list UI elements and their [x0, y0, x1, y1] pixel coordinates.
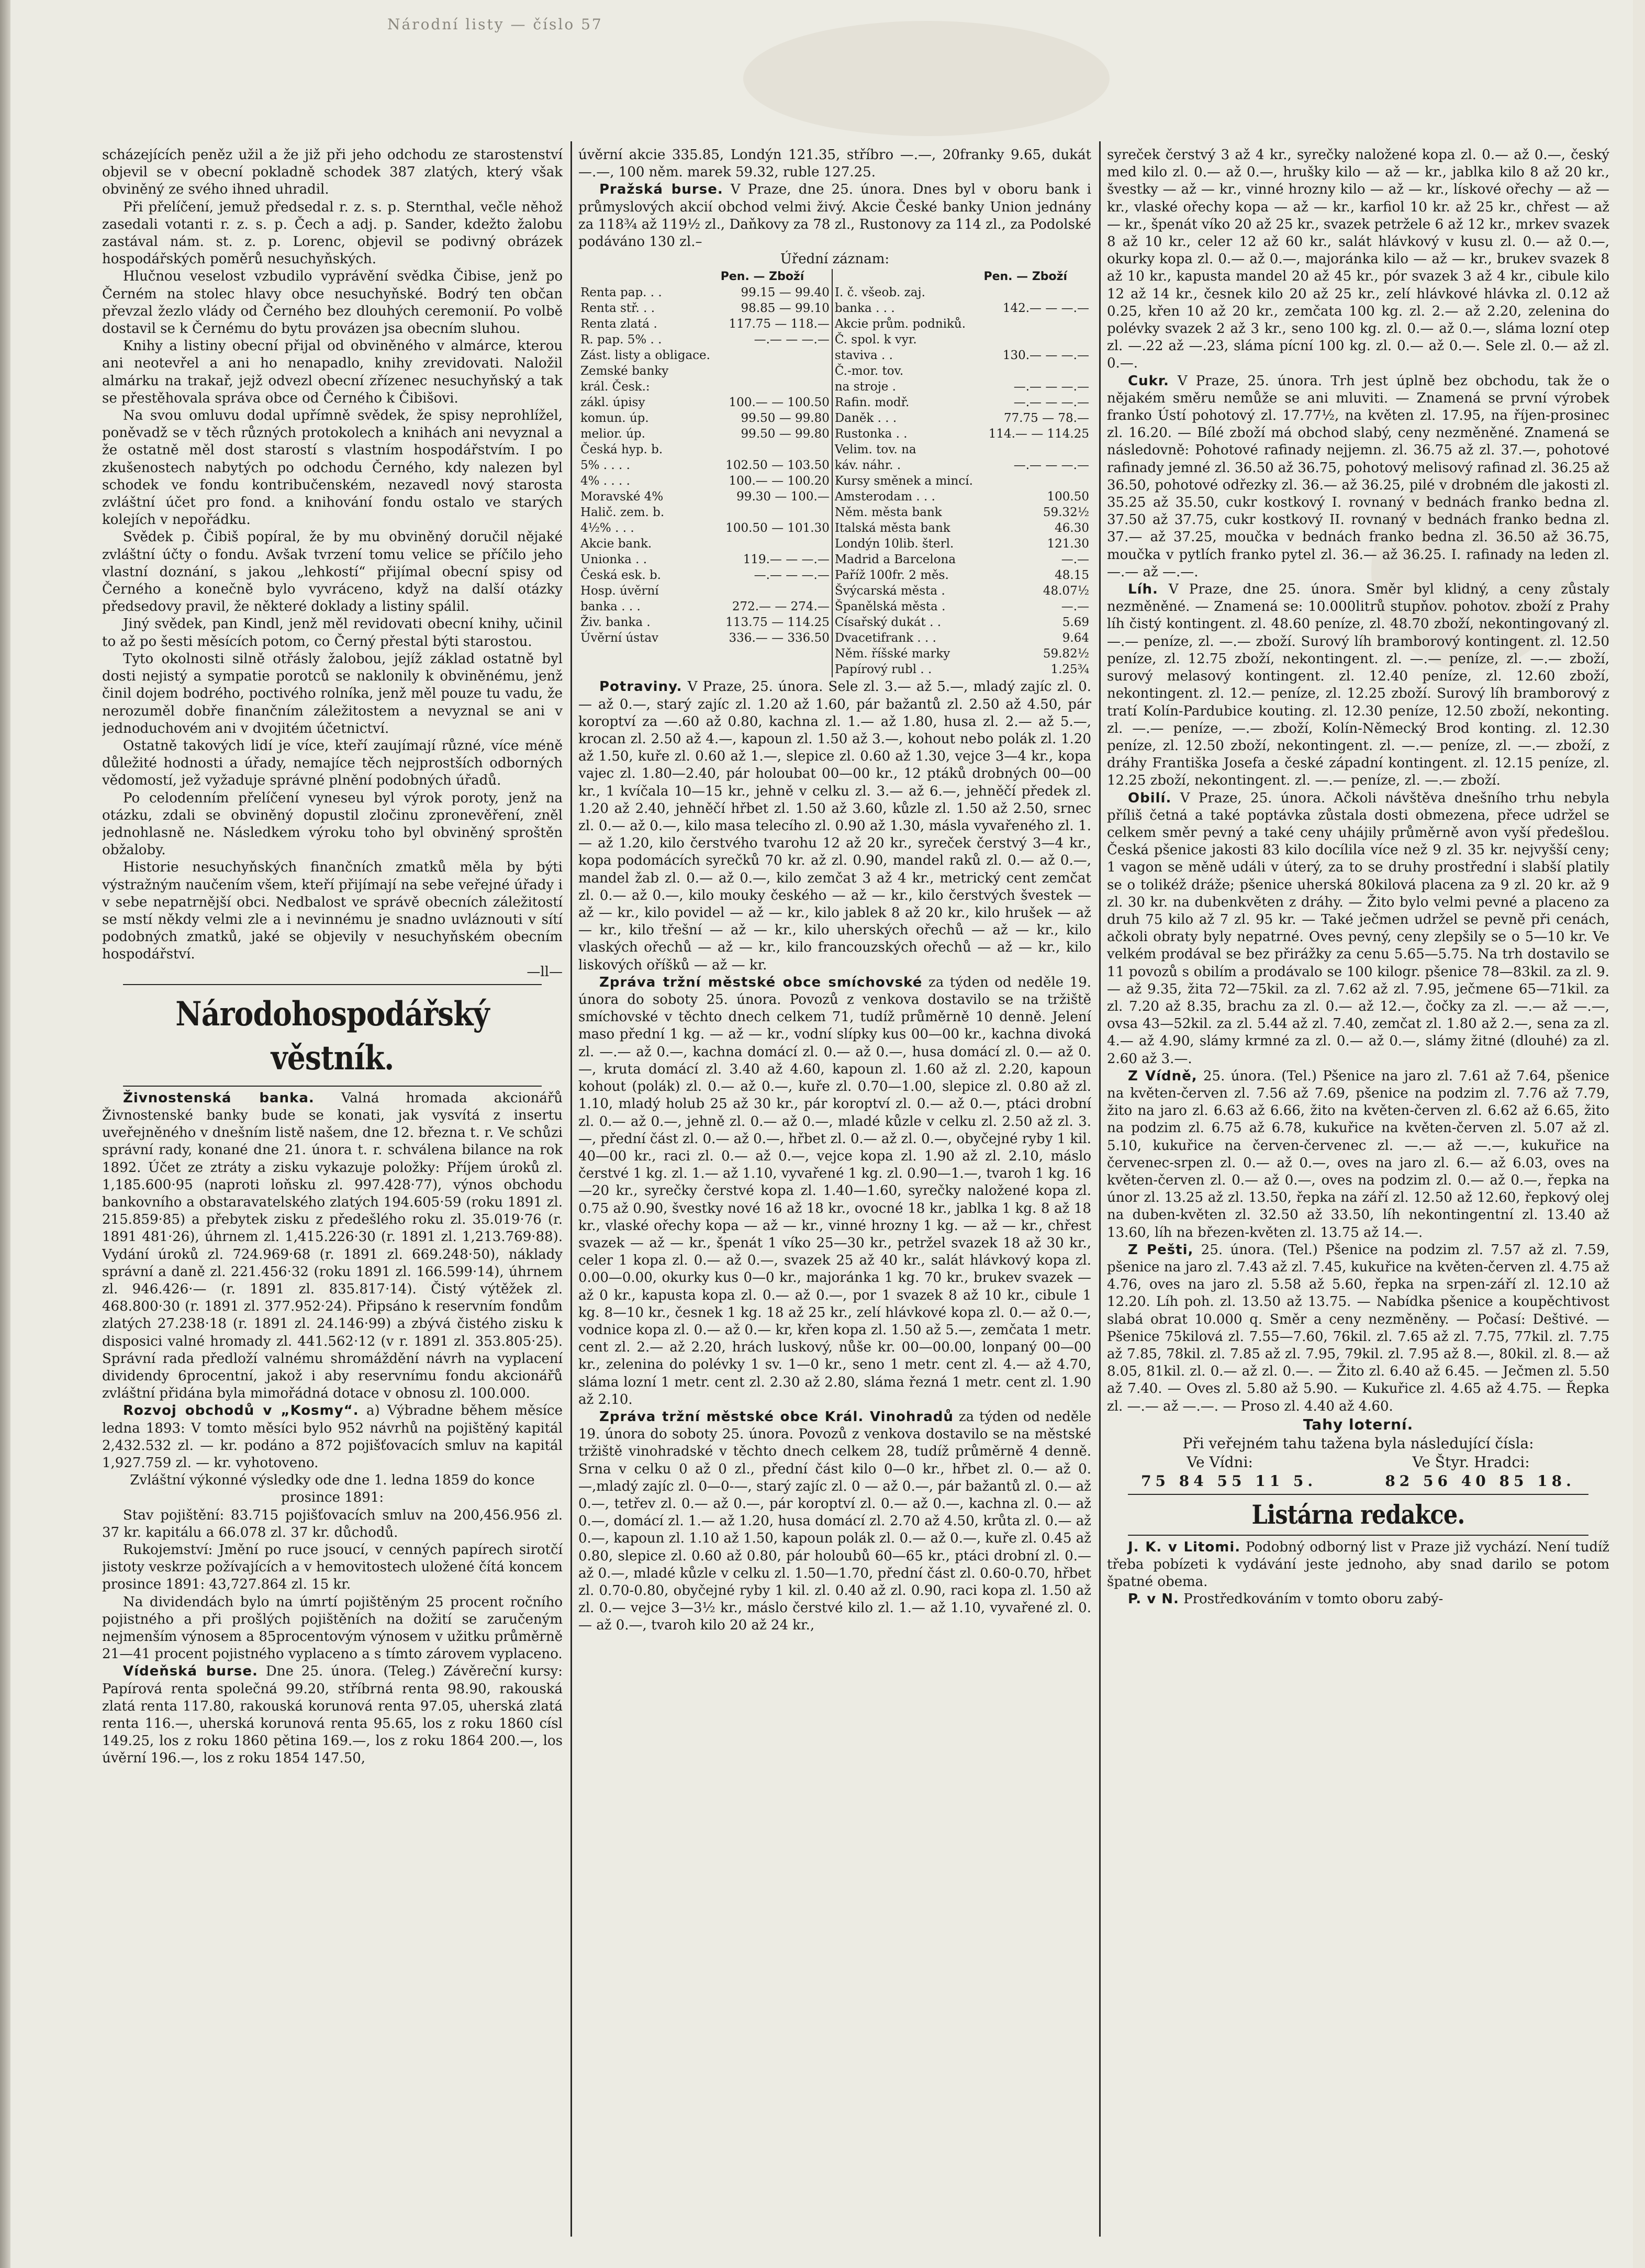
table-row — [578, 615, 1091, 630]
quote-cell — [981, 363, 1091, 379]
quote-cell: Zemské banky — [580, 364, 669, 378]
quote-cell: 117.75 — 118.— — [729, 317, 830, 331]
quote-cell: melior. úp. — [580, 427, 645, 441]
lottery-label-graz: Ve Štyr. Hradci: — [1412, 1453, 1530, 1471]
quote-cell: Papírový rubl . . — [832, 662, 982, 677]
article-paragraph: V Praze, 25. února. Sele zl. 3.— až 5.—, mladý zajíc zl. 0.— až 0.—, starý zajíc zl. 1.20 až 1.60, pár bažantů zl. 2.50 až 4.50, pár koroptví za —.60 až 0.80, kachna zl. 1.— až 1.80, husa zl. 2.— až 5.—, krocan zl. 2.50 až 4.—, kapoun zl. 1.50 až 3.—, kohout nebo polák zl. 1.20 až 1.50, kuře zl. 0.60 až 1.—, slepice zl. 0.60 až 1.30, vejce 3—4 kr., kopa vajec zl. 1.80—2.40, pár holoubat 00—00 kr., 12 ptáků drobných 00—00 kr., 1 kvíčala 10—15 kr., jehně v celku zl. 3.— až 6.—, jehněčí předek zl. 1.20 až 2.40, jehněčí hřbet zl. 1.50 až 3.60, kůzle zl. 1.50 až 2.50, srnec zl. 0.— až 0.—, kilo masa telecího zl. 0.90 až 1.30, másla vyvařeného zl. 1.— až 1.20, kilo čerstvého tvarohu 12 až 20 kr., syreček čerstvý 3—4 kr., kopa podomácích syrečků 70 kr. až zl. 0.90, mandel raků zl. 0.— až 0.—, mandel žab zl. 0.— až 0.—, kilo zemčat 3 až 4 kr., metrický cent zemčat zl. 0.— až 0.—, kilo mouky českého — až — kr., kilo čerstvých švestek — až — kr., kilo povidel — až — kr., kilo jablek 8 až 20 kr., kilo hrušek — až — kr., kilo třešní — až — kr., kilo uherských ořechů — až — kr., kilo vlaských ořechů — až — kr., kilo francouzských ořechů — až — kr., kilo liskových oříšků — až — kr. — [578, 679, 1091, 973]
quote-cell: Akcie bank. — [580, 537, 652, 551]
quote-cell: R. pap. 5% . . — [580, 333, 662, 347]
article-paragraph: Zvláštní výkonné výsledky ode dne 1. ledna 1859 do konce prosince 1891: — [130, 1472, 535, 1506]
quote-cell: 99.50 — 99.80 — [741, 427, 830, 441]
article-paragraph: Hlučnou veselost vzbudilo vyprávění svědka Čibise, jenž po Černém na stolec hlavy obce nesuchyňské. Bodrý ten občan převzal žezlo vlády od Černého bez dlouhých ceremonií. Po volbě dostavil se k Černému do bytu provázen jsa obecním sluhou. — [102, 269, 563, 337]
quote-cell: Císařský dukát . . — [832, 615, 982, 630]
quote-cell: Něm. říšské marky — [832, 646, 982, 662]
quote-cell: Živ. banka . — [580, 616, 651, 630]
quote-cell: Česká esk. b. — [580, 568, 661, 583]
quote-cell — [981, 473, 1091, 489]
quote-cell — [719, 583, 832, 599]
quote-cell — [981, 442, 1091, 457]
quote-cell: Italská města bank — [832, 520, 982, 536]
quote-cell: Velim. tov. na — [832, 442, 982, 457]
article-paragraph: za týden od neděle 19. února do soboty 25. února. Povozů z venkova dostavilo se na tržiště smíchovské v těchto dnech celkem 71, tudíž průměrně 10 denně. Jelení maso přední 1 kg. — až — kr., vodní slípky kus 00—00 kr., kachna divoká zl. —.— až 0.—, kachna domácí zl. 0.— až 0.—, husa domácí zl. 0.— až 0.—, kruta domácí zl. 3.40 až 4.60, kapoun zl. 1.60 až zl. 2.20, kapoun kohout (polák) zl. 0.— až 0.—, kuře zl. 0.70—1.00, slepice zl. 0.80 až zl. 1.10, mladý holub 25 až 30 kr., pár koroptví zl. 0.— až 0.—, ptáci drobní zl. 0.— až 0.—, jehně zl. 0.— až 0.—, mladé kůzle v celku zl. 2.50 až zl. 3.—, přední část zl. 0.— až 0.—, hřbet zl. 0.— až zl. 0.—, obyčejné ryby 1 kil. 40—00 kr., raci zl. 0.— až 0.—, vejce kopa zl. 1.90 až zl. 2.10, máslo čerstvé 1 kg. zl. 1.— až 1.10, vyvařené 1 kg. zl. 0.90—1.—, tvaroh 1 kg. 16—20 kr., syrečky čerstvé kopa zl. 1.40—1.60, syrečky naložené kopa zl. 0.75 až 0.90, švestky nové 16 až 18 kr., ovocné 18 kr., jablka 1 kg. 8 až 18 kr., vlaské ořechy kopa — až — kr., vinné hrozny 1 kg. — až — kr., chřest svazek — až — kr., špenát 1 víko 25—30 kr., petržel svazek 18 až 30 kr., celer 1 kopa zl. 0.— až 0.—, svazek 25 až 40 kr., salát hlávkový kopa zl. 0.00—0.00, okurky kus 0—0 kr., majoránka 1 kg. 70 kr., brukev svazek — až 0 kr., kapusta kopa zl. 0.— až 0.—, por 1 svazek 8 až 10 kr., cibule 1 kg. 8—10 kr., česnek 1 kg. 18 až 25 kr., zelí hlávkové kopa zl. 0.— až 0.—, vodnice kopa zl. 0.— až 0.— kr, křen kopa zl. 1.50 až 5.—, zemčata 1 metr. cent zl. 2.— až 2.20, hrách luskový, nůše kr. 00—00.00, lonpaný 00—00 kr., zelenina do polévky 1 sv. 1—0 kr., seno 1 metr. cent zl. 4.— až 4.70, sláma lozní 1 metr. cent zl. 2.30 až 2.80, sláma řezná 1 metr. cent zl. 1.90 až 2.10. — [578, 974, 1091, 1407]
quote-cell: Daněk . . . — [832, 410, 982, 426]
article-paragraph: Ostatně takových lidí je více, kteří zaujímají různé, více méně důležité hodnosti a úřady, nemajíce těch nejprostších odborných vědomostí, jež vyžaduje správné plnění podobných úřadů. — [102, 738, 563, 789]
quote-cell: 100.50 — 101.30 — [725, 521, 830, 535]
rubric-heading: Z Pešti, — [1128, 1242, 1194, 1258]
quote-cell: Paříž 100fr. 2 měs. — [832, 567, 982, 583]
quote-cell: 102.50 — 103.50 — [725, 459, 830, 473]
table-row — [578, 536, 1091, 552]
quote-cell: Madrid a Barcelona — [832, 552, 982, 567]
quote-cell: 46.30 — [1055, 521, 1089, 535]
quote-cell: Úvěrní ústav — [580, 631, 659, 645]
quote-cell — [578, 662, 719, 677]
table-row — [578, 316, 1091, 332]
quote-cell: komun. úp. — [580, 411, 649, 426]
column-rule-1 — [570, 141, 572, 2237]
quote-cell: Renta pap. . . — [580, 286, 662, 300]
quote-cell: 77.75 — 78.— — [1003, 411, 1089, 426]
quote-cell: 100.— — 100.50 — [729, 396, 830, 410]
table-title: Úřední záznam: — [780, 251, 890, 267]
table-row — [578, 395, 1091, 410]
quote-cell: 9.64 — [1062, 631, 1089, 645]
rubric-heading: Zpráva tržní městské obce Král. Vinohradů — [599, 1409, 954, 1425]
rubric-heading: Pražská burse. — [599, 182, 723, 198]
quote-cell: 114.— — 114.25 — [988, 427, 1089, 441]
table-row — [578, 426, 1091, 442]
article-paragraph: syreček čerstvý 3 až 4 kr., syrečky naložené kopa zl. 0.— až 0.—, český med kilo zl. 0.— až 0.—, hrušky kilo — až — kr., jablka kilo 8 až 20 kr., švestky — až — kr., vinné hrozny kilo — až — kr., lískové ořechy — až — kr., vlaské ořechy kopa — až — kr., karfiol 10 kr. až 25 kr., chřest — až — kr., špenát víko 20 až 25 kr., svazek petržele 6 až 12 kr., mrkev svazek 8 až 10 kr., celer 12 až 60 kr., salát hlávkový v kusu zl. 0.— až 0.—, okurky kopa zl. 0.— až 0.—, majoránka kilo — až — kr., brukev svazek 8 až 10 kr., kapusta mandel 20 až 45 kr., pór svazek 3 až 4 kr., cibule kilo 12 až 14 kr., česnek kilo 20 až 25 kr., zelí hlávkové hlávka zl. 0.12 až 0.25, křen 10 až 20 kr., zemčata 100 kg. zl. 2.— až 2.20, zelenina do polévky svazek 2 až 3 kr., seno 100 kg. zl. 0.— až 0.—, sláma lozní otep zl. —.22 až —.23, sláma pícní 100 kg. zl. 0.— až 0.—. Sele zl. 0.— až zl. 0.—. — [1107, 147, 1609, 372]
article-paragraph: V Praze, 25. února. Ačkoli návštěva dnešního trhu nebyla příliš četná a také poptávka zůstala dosti obmezena, přece udržel se celkem směr pevný a také ceny uhájily průměrně avon vyší předešlou. Česká pšenice jakosti 83 kilo docílila více než 9 zl. 35 kr. nejvyšší ceny; 1 vagon se měně událi v úterý, za to se druhy prostřední i slabší platily se o tolikéž dráže; pšenice uherská 80kilová placena za 9 zl. 20 kr. až 9 zl. 30 kr. na dubenkvěten z dráhy. — Žito bylo velmi pevné a placeno za druh 75 kilo až 7 zl. 95 kr. — Také ječmen udržel se pevně při cenách, ačkoli obraty byly nepatrné. Oves pevný, ceny zlepšily se o 5—10 kr. Ve velkém prodával se bez přirážky za cenu 5.65—5.75. Na trh dostavilo se 11 povozů s obilím a prodávalo se 100 kilogr. pšenice 78—83kil. za zl. 9.— až 9.35, žita 72—75kil. za zl. 7.62 až zl. 7.95, ječmene 65—71kil. za zl. 7.20 až 8.35, brachu za zl. 0.— až 12.—, čočky za zl. —.— až —.—, ovsa 43—52kil. za zl. 5.44 až zl. 7.40, zemčat zl. 1.80 až 2.—, sena za zl. 4.— až 4.90, slámy krmné za zl. 0.— až 0.—, slámy žitné (dlouhé) za zl. 2.60 až 3.—. — [1107, 790, 1609, 1067]
quote-cell: 336.— — 336.50 — [729, 631, 830, 645]
reply-text: Prostředkováním v tomto oboru zabý- — [1183, 1591, 1443, 1607]
article-paragraph: scházejících peněz užil a že již při jeho odchodu ze starostenství objevil se v obecní pokladně schodek 387 zlatých, který však obviněný ze svého ihned uhradil. — [102, 147, 563, 198]
quotes-header-cell — [578, 269, 719, 285]
quote-cell: Rafin. modř. — [832, 395, 982, 410]
table-row — [578, 552, 1091, 567]
quote-cell: Unionka . . — [580, 553, 647, 567]
quote-cell: 130.— — —.— — [1002, 349, 1089, 363]
quotes-header-cell — [832, 269, 982, 285]
quote-cell: 48.07½ — [1043, 584, 1089, 598]
quote-cell — [719, 662, 832, 677]
quote-cell: 100.50 — [1047, 490, 1089, 504]
article-paragraph: Při přelíčení, jemuž předsedal r. z. s. p. Sternthal, večle něhož zasedali votanti r. z. s. p. Čech a adj. p. Sander, kdežto žalobu zastával nám. st. z. p. Lorenc, objevil se podivný obrázek hospodářských poměrů nesuchyňských. — [102, 199, 563, 267]
quote-cell: Amsterodam . . . — [832, 489, 982, 505]
quote-cell: 142.— — —.— — [1002, 301, 1089, 316]
quote-cell: 113.75 — 114.25 — [725, 616, 830, 630]
quote-cell: 99.15 — 99.40 — [741, 286, 830, 300]
quote-cell: 4% . . . . — [580, 474, 630, 488]
article-paragraph: Valná hromada akcionářů Živnostenské banky bude se konati, jak vysvítá z insertu uveřejněného v dnešním listě našem, dne 12. března t. r. Ve schůzi správní rady, konané dne 21. února t. r. schválena bilance na rok 1892. Účet ze ztráty a zisku vykazuje položky: Příjem úroků zl. 1,185.600·95 (naproti loňsku zl. 997.428·77), výnos obchodu bankovního a obstaravatelského zlatých 194.605·59 (roku 1891 zl. 215.859·85) a přebytek zisku z předešlého roku zl. 35.019·76 (r. 1891 481·26), úhrnem zl. 1,415.226·30 (r. 1891 zl. 1,213.769·88). Vydání úroků zl. 724.969·68 (r. 1891 zl. 669.248·50), náklady správní a daně zl. 221.456·32 (roku 1891 zl. 166.599·14), úhrnem zl. 946.426·— (r. 1891 zl. 835.817·14). Čistý výtěžek zl. 468.800·30 (r. 1891 zl. 377.952·24). Připsáno k reservním fondům zlatých 27.238·18 (r. 1891 zl. 24.146·99) a zbývá čistého zisku k disposici valné hromady zl. 441.562·12 (v r. 1891 zl. 353.805·25). Správní rada předloží valnému shromáždění návrh na vyplacení dividendy 6procentní, jakož i aby reservnímu fondu akcionářů zvláštní přidána byla mimořádná dotace v obnosu zl. 100.000. — [102, 1090, 563, 1402]
quote-cell: 100.— — 100.20 — [729, 474, 830, 488]
lottery-title: Tahy loterní. — [1303, 1415, 1414, 1433]
lottery-numbers-graz: 82 56 40 85 18. — [1385, 1472, 1575, 1490]
section-divider — [1128, 1494, 1588, 1495]
quote-cell: Kursy směnek a mincí. — [832, 473, 982, 489]
quote-cell: 272.— — 274.— — [732, 600, 830, 614]
article-paragraph: Jiný svědek, pan Kindl, jenž měl revidovati obecní knihy, učinil to až po šesti měsících potom, co Černý přestal býti starostou. — [102, 616, 563, 650]
rubric-heading: Živnostenská banka. — [123, 1090, 315, 1106]
quote-cell: Zást. listy a obligace. — [580, 349, 710, 363]
table-row — [578, 332, 1091, 348]
quote-cell: Renta stř. . . — [580, 301, 655, 316]
quote-cell: 4½% . . . — [580, 521, 634, 535]
quote-cell — [981, 316, 1091, 332]
table-row — [578, 489, 1091, 505]
table-row — [578, 630, 1091, 646]
quote-cell: banka . . . — [580, 600, 641, 614]
rubric-heading: Rozvoj obchodů v „Kosmy“. — [123, 1403, 359, 1419]
quote-cell: Švýcarská města . — [832, 583, 982, 599]
quote-cell — [981, 332, 1091, 348]
table-row — [578, 457, 1091, 473]
article-paragraph: 25. února. (Tel.) Pšenice na podzim zl. 7.57 až zl. 7.59, pšenice na jaro zl. 7.43 až zl. 7.45, kukuřice na květen-červen zl. 4.75 až 4.76, oves na jaro zl. 5.58 až 5.60, řepka na srpen-září zl. 12.10 až 12.20. Líh poh. zl. 13.50 až 13.75. — Nabídka pšenice a koupěchtivost slabá obrat 10.000 q. Směr a ceny nezměněny. — Počasí: Deštivé. — Pšenice 75kilová zl. 7.55—7.60, 76kil. zl. 7.65 až zl. 7.75, 77kil. zl. 7.75 až 7.85, 78kil. zl. 7.85 až zl. 7.95, 79kil. zl. 7.95 až 8.—, 80kil. zl. 8.— až 8.05, 81kil. zl. 0.— až zl. 0.—. — Žito zl. 6.40 až 6.45. — Ječmen zl. 5.50 až 7.40. — Oves zl. 5.80 až 5.90. — Kukuřice zl. 4.65 až 4.75. — Řepka zl. —.— až —.—. — Proso zl. 4.40 až 4.60. — [1107, 1242, 1609, 1414]
quote-cell — [719, 646, 832, 662]
quote-cell: Česká hyp. b. — [580, 443, 663, 457]
article-paragraph: Svědek p. Čibiš popíral, že by mu obviněný doručil nějaké zvláštní účty o fondu. Avšak tvrzení tomu velice se příčilo jeho vlastní doznání, s jakou „lehkostí“ přijímal obecní spisy od Černého a konečně bylo vyvráceno, když na další otázky předsedovy pravil, že některé doklady a listiny spálil. — [102, 529, 563, 615]
quote-cell — [578, 646, 719, 662]
article-paragraph: Knihy a listiny obecní přijal od obviněného v almárce, kterou ani neotevřel a ani ho nenapadlo, knihy zrevidovati. Naložil almárku na trakař, jejž odvezl obecní zřízenec nesuchyňský a tak se přestěhovala správa obce od Černého k Čibišovi. — [102, 338, 563, 406]
quote-cell: Španělská města . — [832, 599, 982, 615]
reply-recipient: J. K. v Litomi. — [1128, 1539, 1241, 1555]
quote-cell: Rustonka . . — [832, 426, 982, 442]
quote-cell: I. č. všeob. zaj. — [832, 285, 982, 300]
article-paragraph: Historie nesuchyňských finančních zmatků měla by býti výstražným naučením všem, kteří přijímají na sebe veřejné úřady i v sebe nepatrnější obci. Nedbalost ve správě obecních záležitostí se mstí někdy velmi zle a i nevinnému je snadno uvláznouti v sítí podobných zmatků, jaké se objevily v nesuchyňském obecním hospodářství. — [102, 859, 563, 963]
table-row — [578, 520, 1091, 536]
article-paragraph: Po celodenním přelíčení vyneseu byl výrok poroty, jenž na otázku, zdali se obviněný dopustil zločinu zpronevěření, zněl jednohlasně ne. Následkem výroku toho byl obviněný sproštěn obžaloby. — [102, 790, 563, 858]
quote-cell: Hosp. úvěrní — [580, 584, 659, 598]
quote-cell: staviva . . — [832, 348, 982, 363]
quote-cell: Londýn 10lib. šterl. — [832, 536, 982, 552]
lottery-block — [1107, 1415, 1609, 1491]
quote-cell: 99.50 — 99.80 — [741, 411, 830, 426]
article-paragraph: 25. února. (Tel.) Pšenice na jaro zl. 7.61 až 7.64, pšenice na květen-červen zl. 7.56 až 7.69, pšenice na podzim zl. 7.76 až 7.79, žito na jaro zl. 6.63 až 6.66, žito na květen-červen zl. 6.62 až 6.65, žito na podzim zl. 6.75 až 6.78, kukuřice na květen-červen zl. 5.07 až zl. 5.10, kukuřice na červen-červenec zl. —.— až —.—, kukuřice na červenec-srpen zl. 0.— až 0.—, oves na jaro zl. 6.— až 6.03, oves na květen-červen zl. 0.— až 0.—, oves na podzim zl. 0.— až 0.—, řepka na únor zl. 13.25 až zl. 13.50, řepka na září zl. 12.50 až 12.60, řepkový olej na duben-květen zl. 32.50 až 33.50, líh nekontingentní zl. 13.40 až 13.60, líh na březen-květen zl. 13.75 až 14.—. — [1107, 1068, 1609, 1241]
quote-cell: 48.15 — [1055, 568, 1089, 583]
quote-cell: 119.— — —.— — [743, 553, 830, 567]
table-row — [578, 662, 1091, 677]
reply-recipient: P. v N. — [1128, 1591, 1179, 1607]
column-1 — [102, 147, 563, 2251]
table-row — [578, 379, 1091, 395]
quotes-header-cell: Pen. — Zboží — [983, 270, 1067, 284]
quote-cell: káv. náhr. . — [832, 457, 982, 473]
section-title: Národohospodářský věstník. — [175, 994, 489, 1078]
table-row — [578, 583, 1091, 599]
rubric-heading: Z Vídně, — [1128, 1068, 1198, 1084]
rubric-heading: Obilí. — [1128, 790, 1172, 806]
quote-cell: na stroje . — [832, 379, 982, 395]
quote-cell: Moravské 4% — [580, 490, 664, 504]
table-row — [578, 505, 1091, 520]
table-row — [578, 285, 1091, 300]
quote-cell: —.— — [1061, 553, 1089, 567]
quote-cell — [719, 505, 832, 520]
faded-running-head: Národní listy — číslo 57 — [387, 16, 603, 33]
quotes-header-cell: Pen. — Zboží — [720, 270, 804, 284]
quote-cell: —.— — —.— — [1013, 380, 1089, 394]
quote-cell: 59.32½ — [1043, 506, 1089, 520]
quote-cell: 98.85 — 99.10 — [741, 301, 830, 316]
quote-cell: —.— — [1061, 600, 1089, 614]
article-paragraph: V Praze, dne 25. února. Dnes byl v oboru bank i průmyslových akcií obchod velmi živý. Akcie České banky Union jednány za 118¾ až 119½ zl., Daňkovy za 78 zl., Rustonovy za 114 zl., za Podolské podáváno 130 zl.– — [578, 182, 1091, 250]
table-row — [578, 300, 1091, 316]
quote-cell: Renta zlatá . — [580, 317, 657, 331]
article-paragraph: Stav pojištění: 83.715 pojišťovacích smluv na 200,456.956 zl. 37 kr. kapitálu a 66.078 zl. 37 kr. důchodů. — [102, 1507, 563, 1540]
exchange-quotes-table — [578, 269, 1091, 677]
table-row — [578, 473, 1091, 489]
listarna-title: Listárna redakce. — [1251, 1499, 1465, 1530]
lottery-intro: Při veřejném tahu tažena byla následující čísla: — [1182, 1434, 1534, 1452]
rubric-heading: Potraviny. — [599, 679, 682, 695]
quote-cell — [719, 363, 832, 379]
column-2 — [578, 147, 1091, 2251]
lottery-label-vienna: Ve Vídni: — [1187, 1453, 1253, 1471]
quote-cell: —.— — —.— — [1013, 459, 1089, 473]
section-divider — [123, 984, 542, 985]
quote-cell: Č.-mor. tov. — [832, 363, 982, 379]
quote-cell: Něm. města bank — [832, 505, 982, 520]
table-row — [578, 646, 1091, 662]
section-divider — [1128, 1535, 1588, 1536]
quote-cell: —.— — —.— — [754, 568, 830, 583]
quote-cell — [719, 442, 832, 457]
quote-cell: banka . . . — [832, 300, 982, 316]
article-paragraph: Rukojemství: Jmění po ruce jsoucí, v cenných papírech sirotčí jistoty veskrze požívajících a v hemovitostech uložené čítá koncem prosince 1891: 43,727.864 zl. 15 kr. — [102, 1542, 563, 1593]
table-row — [578, 348, 1091, 363]
quote-cell — [719, 379, 832, 395]
quote-cell: Akcie prům. podniků. — [832, 316, 982, 332]
quote-cell: 99.30 — 100.— — [736, 490, 830, 504]
article-signature: —ll— — [527, 964, 563, 980]
table-row — [578, 567, 1091, 583]
quote-cell: zákl. úpisy — [580, 396, 645, 410]
quote-cell: Halič. zem. b. — [580, 506, 665, 520]
article-paragraph: V Praze, dne 25. února. Směr byl klidný, a ceny zůstaly nezměněné. — Znamená se: 10.000litrů stupňov. pohotov. zboží z Prahy líh čistý kontingent. zl. 48.60 peníze, zl. 48.70 zboží, nekontingovaný zl. —.— peníze, zl. —.— zboží. Surový líh bramborový kontingent. zl. 12.50 peníze, zl. 12.75 zboží, nekontingent. zl. —.— peníze, zl. —.— zboží, surový melasový kontingent. zl. 12.40 peníze, zl. 12.60 zboží, nekontingent. zl. 12.— peníze, zl. 12.25 zboží. Surový líh bramborový z tratí Kolín-Pardubice kouting. zl. 12.30 peníze, 12.50 zboží, nekonting. zl. —.— peníze, —.— zboží, Kolín-Německý Brod konting. zl. 12.30 peníze, zl. 12.50 zboží, nekontingent. zl. —.— peníze, zl. —.— zboží, z dráhy Františka Josefa a české západní kontingent. zl. 12.15 peníze, zl. 12.25 zboží, nekontingent. zl. —.— peníze, zl. —.— zboží. — [1107, 582, 1609, 789]
reply-text: Podobný odborný list v Praze již vychází. Není tudíž třeba pobízeti k vydávání jeste jednoho, aby snad darilo se potom špatné obema. — [1107, 1539, 1609, 1590]
rubric-heading: Zpráva tržní městské obce smíchovské — [599, 974, 923, 990]
quote-cell: 1.25¾ — [1050, 663, 1089, 677]
article-paragraph: Na svou omluvu dodal upřímně svědek, že spisy neprohlížel, poněvadž se v těch různých protokolech a knihách ani nevyznal a že ostatně měl dost starostí s vlastním hospodářstvím. I po zkušenostech nabytých po odchodu Černého, kdy nalezen byl schodek ve fondu kontribučenském, nezavedl nový starosta zvláštní účet pro fond. a knihování fondu ostalo ve starých kolejích v nepořádku. — [102, 408, 563, 528]
article-paragraph: Tyto okolnosti silně otřásly žalobou, jejíž základ ostatně byl dosti nejistý a sympatie porotců se naklonily k obviněnému, jenž činil dojem bodrého, poctivého rolníka, jenž měl pouze tu vadu, že nerozuměl dobře finančním záležitostem a nevyznal se ani v jednoduchovém ani v dvojitém účetnictví. — [102, 651, 563, 736]
article-paragraph: Na dividendách bylo na úmrtí pojištěným 25 procent ročního pojistného a při prošlých pojištěních na dožití se zaručeným nejmenším výnosem a 85procentovým výnosem v užitku průměrně 21—41 procent pojistného vyplaceno a s tímto zárovem vyplaceno. — [102, 1594, 563, 1662]
table-row — [578, 410, 1091, 426]
quote-cell: 5% . . . . — [580, 459, 630, 473]
table-row — [578, 442, 1091, 457]
page-gutter — [0, 0, 12, 2268]
quote-cell — [719, 348, 832, 363]
quote-cell: 5.69 — [1062, 616, 1089, 630]
article-paragraph: úvěrní akcie 335.85, Londýn 121.35, stříbro —.—, 20franky 9.65, dukát —.—, 100 něm. marek 59.32, ruble 127.25. — [578, 147, 1091, 181]
quote-cell: Č. spol. k vyr. — [832, 332, 982, 348]
column-3 — [1107, 147, 1609, 2251]
article-paragraph: V Praze, 25. února. Trh jest úplně bez obchodu, tak že o nějakém směru nemůže se ani mluviti. — Znamená se první výrobek franko Ústí pohotový zl. 17.77½, na květen zl. 17.95, na říjen-prosinec zl. 16.20. — Bílé zboží má obchod slabý, ceny nezměněné. Znamená se následovně: Pohotové rafinady nejjemn. zl. 36.75 až zl. 37.—, pohotové rafinady jemné zl. 36.50 až 36.75, pohotový melisový rafinad zl. 36.25 až 36.50, pohotové odřezky zl. 36.— až 36.25, pilé v drobném dle jakosti zl. 35.25 až 35.50, cukr kostkový I. rovnaný v bednách franko bedna zl. 37.50 až 37.75, cukr kostkový II. rovnaný v bednách franko bedna zl. 37.— až 37.25, moučka v bednách franko bedna zl. 36.50 až 36.75, moučka v pytlích franko pytel zl. 36.— až 36.25. I. rafinady na leden zl. —.— až —.—. — [1107, 373, 1609, 580]
quote-cell: 59.82½ — [1043, 647, 1089, 661]
article-paragraph: Dne 25. února. (Teleg.) Závěreční kursy: Papírová renta společná 99.20, stříbrná renta 98.90, rakouská zlatá renta 117.80, rakouská korunová renta 97.05, uherská zlatá renta 116.—, uherská korunová renta 95.65, los z roku 1860 císl 149.25, los z roku 1860 pětina 169.—, los z roku 1864 200.—, los úvěrní 196.—, los z roku 1854 147.50, — [102, 1663, 563, 1767]
table-row — [578, 363, 1091, 379]
rubric-heading: Líh. — [1128, 582, 1158, 598]
quote-cell: —.— — —.— — [1013, 396, 1089, 410]
column-rule-2 — [1099, 141, 1101, 2237]
quote-cell: král. Česk.: — [580, 380, 650, 394]
table-row — [578, 599, 1091, 615]
quote-cell: Dvacetifrank . . . — [832, 630, 982, 646]
rubric-heading: Cukr. — [1128, 373, 1169, 389]
quote-cell: 121.30 — [1047, 537, 1089, 551]
article-paragraph: a) Výbradne během měsíce ledna 1893: V tomto měsíci bylo 952 návrhů na pojištěný kapitál 2,432.532 zl. — kr. podáno a 872 pojišťovacích smluv na kapitál 1,927.759 zl. — kr. vyhotoveno. — [102, 1403, 563, 1471]
quote-cell — [719, 536, 832, 552]
quote-cell: —.— — —.— — [754, 333, 830, 347]
lottery-numbers-vienna: 75 84 55 11 5. — [1141, 1472, 1317, 1490]
quote-cell — [981, 285, 1091, 300]
article-paragraph: za týden od neděle 19. února do soboty 25. února. Povozů z venkova dostavilo se na městské tržiště vinohradské v těchto dnech celkem 28, tudíž průměrně 4 denně. Srna v celku 0 až 0 zl., přední část kilo 0—0 kr., hřbet zl. 0.— až 0.—,mladý zajíc zl. 0—0-—, starý zajíc zl. 0 — až 0.—, pár bažantů zl. 0.— až 0.—, tetřev zl. 0.— až 0.—, pár koroptví zl. 0.— až 0.—, kachna zl. 0.— až 0.—, domácí zl. 1.— až 1.20, husa domácí zl. 2.70 až 4.50, krůta zl. 0.— až 0.—, kapoun zl. 1.10 až 1.50, kapoun polák zl. 0.— až 0.—, kuře zl. 0.45 až 0.80, slepice zl. 0.60 až 0.80, pár holoubů 60—65 kr., ptáci drobní zl. 0.— až 0.—, mladé kůzle v celku zl. 1.50—1.70, přední část zl. 0.60-0.70, hřbet zl. 0.70-0.80, obyčejné ryby 1 kil. zl. 0.40 až zl. 0.90, raci kopa zl. 1.50 až zl. 0.— vejce 3—3½ kr., máslo čerstvé kilo zl. 1.— až 1.10, vyvařené zl. 0.— až 0.—, tvaroh kilo 20 až 24 kr., — [578, 1409, 1091, 1634]
rubric-heading: Vídeňská burse. — [123, 1663, 258, 1680]
section-divider — [123, 1086, 542, 1087]
